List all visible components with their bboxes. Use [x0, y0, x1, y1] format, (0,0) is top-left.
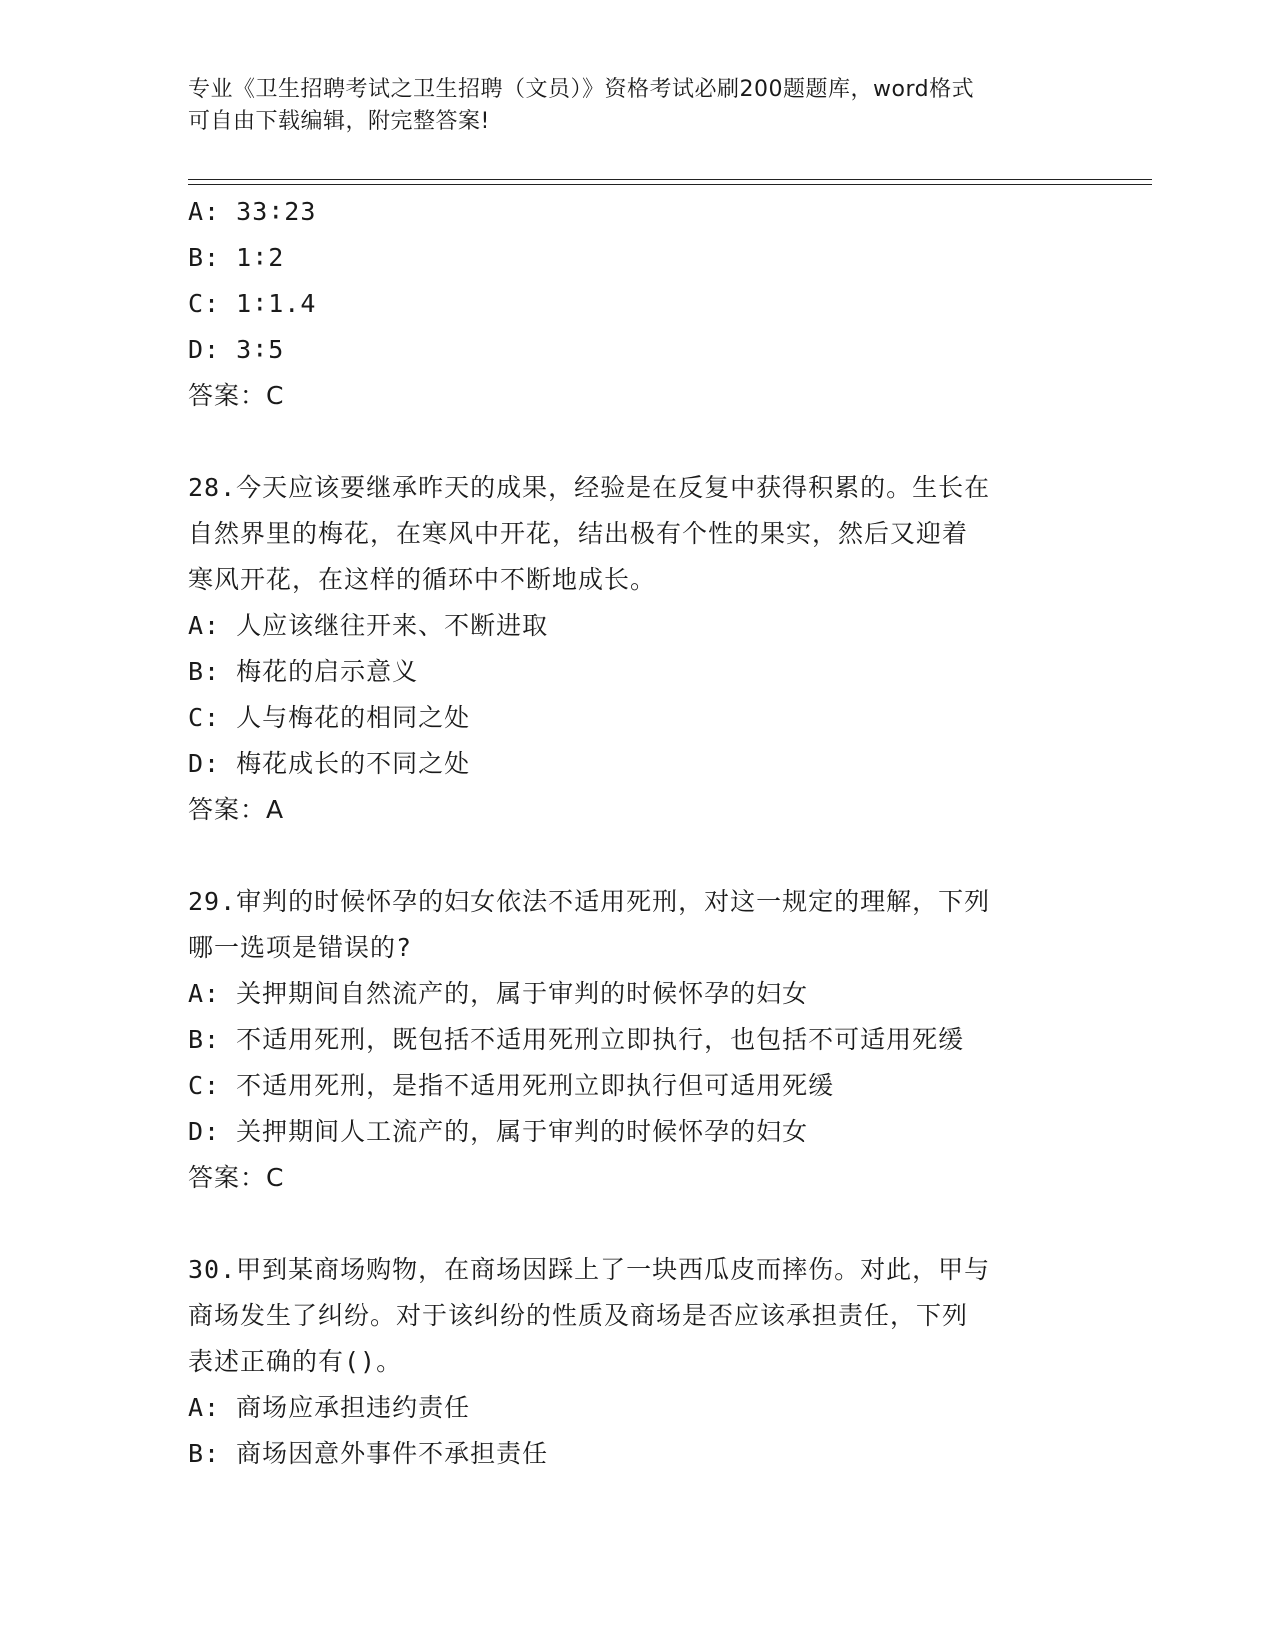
- header-rule-top: [188, 179, 1152, 180]
- option-c: C: 1∶1.4: [188, 289, 317, 318]
- question-stem-line: 29.审判的时候怀孕的妇女依法不适用死刑，对这一规定的理解，下列: [188, 887, 991, 916]
- question-stem-line: 哪一选项是错误的?: [188, 933, 413, 962]
- option-b: B: 梅花的启示意义: [188, 657, 419, 686]
- document-header: [188, 74, 1068, 138]
- spacer: [188, 833, 1088, 879]
- option-b: B: 商场因意外事件不承担责任: [188, 1439, 549, 1468]
- answer: 答案：C: [188, 381, 285, 410]
- option-b: B: 不适用死刑，既包括不适用死刑立即执行，也包括不可适用死缓: [188, 1025, 965, 1054]
- question-stem-line: 表述正确的有()。: [188, 1347, 403, 1376]
- option-a: A: 商场应承担违约责任: [188, 1393, 471, 1422]
- question-stem-line: 自然界里的梅花，在寒风中开花，结出极有个性的果实，然后又迎着: [188, 519, 969, 548]
- spacer: [188, 1201, 1088, 1247]
- header-line-2: 可自由下载编辑，附完整答案!: [188, 109, 490, 134]
- question-27: [188, 189, 1088, 419]
- header-line-1: 专业《卫生招聘考试之卫生招聘（文员）》资格考试必刷200题题库，word格式: [188, 77, 975, 102]
- question-stem-line: 寒风开花，在这样的循环中不断地成长。: [188, 565, 657, 594]
- question-stem-line: 28.今天应该要继承昨天的成果，经验是在反复中获得积累的。生长在: [188, 473, 991, 502]
- option-a: A: 33∶23: [188, 197, 317, 226]
- answer: 答案：C: [188, 1163, 285, 1192]
- question-30: [188, 1247, 1088, 1477]
- option-a: A: 人应该继往开来、不断进取: [188, 611, 549, 640]
- header-rule-bottom: [188, 184, 1152, 185]
- option-d: D: 梅花成长的不同之处: [188, 749, 471, 778]
- question-29: [188, 879, 1088, 1201]
- answer: 答案：A: [188, 795, 285, 824]
- spacer: [188, 419, 1088, 465]
- option-a: A: 关押期间自然流产的，属于审判的时候怀孕的妇女: [188, 979, 809, 1008]
- question-list: [188, 189, 1088, 1477]
- question-28: [188, 465, 1088, 833]
- option-b: B: 1∶2: [188, 243, 285, 272]
- question-stem-line: 商场发生了纠纷。对于该纠纷的性质及商场是否应该承担责任，下列: [188, 1301, 969, 1330]
- option-d: D: 关押期间人工流产的，属于审判的时候怀孕的妇女: [188, 1117, 809, 1146]
- question-stem-line: 30.甲到某商场购物，在商场因踩上了一块西瓜皮而摔伤。对此，甲与: [188, 1255, 991, 1284]
- option-d: D: 3∶5: [188, 335, 285, 364]
- option-c: C: 不适用死刑，是指不适用死刑立即执行但可适用死缓: [188, 1071, 835, 1100]
- option-c: C: 人与梅花的相同之处: [188, 703, 471, 732]
